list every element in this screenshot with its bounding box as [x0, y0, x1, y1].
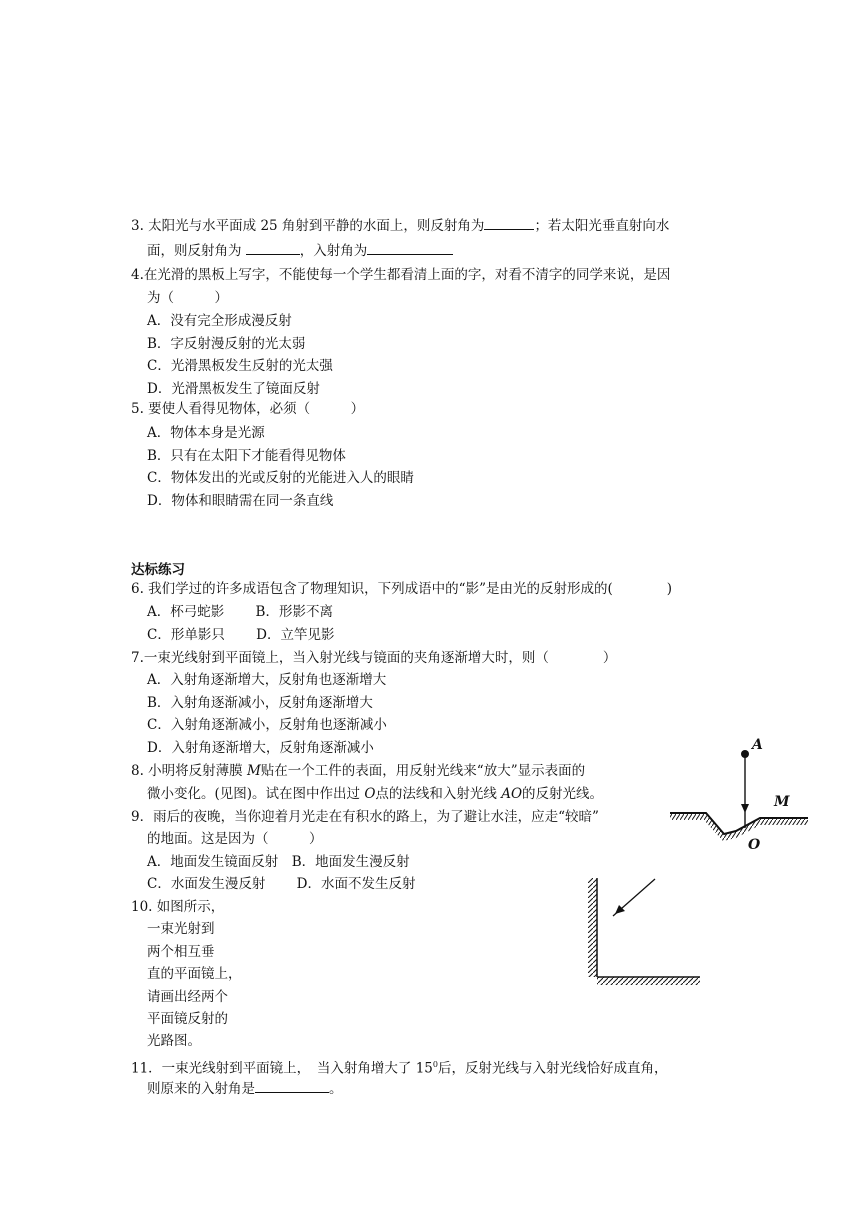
q8-line1	[131, 760, 585, 782]
q8-symbol-o: O	[364, 786, 376, 802]
q3-text-c: 面，则反射角为	[147, 243, 246, 259]
q4-option-b: B．字反射漫反射的光太弱	[147, 336, 306, 352]
q5-option-d: D．物体和眼睛需在同一条直线	[147, 493, 334, 509]
q11-text-d: 。	[329, 1081, 343, 1097]
q11-text-c: 则原来的入射角是	[147, 1081, 255, 1097]
q3-text-a: 3. 太阳光与水平面成 25 角射到平静的水面上，则反射角为	[131, 218, 485, 234]
q3-blank-1[interactable]	[484, 215, 534, 230]
q9-line1: 9．雨后的夜晚，当你迎着月光走在有积水的路上，为了避让水洼，应走“较暗”	[131, 809, 599, 825]
perpendicular-mirrors-figure	[583, 873, 708, 988]
q6-options-row1: A．杯弓蛇影 B．形影不离	[147, 604, 333, 620]
q5-option-a: A．物体本身是光源	[147, 425, 265, 441]
q3-text-b: ；若太阳光垂直射向水	[534, 218, 670, 234]
q8-text-c: 微小变化。(见图)。试在图中作出过	[147, 786, 365, 802]
q8-text-d: 点的法线和入射光线	[375, 786, 502, 802]
q4-option-c: C．光滑黑板发生反射的光太强	[147, 358, 333, 374]
q5-stem: 5. 要使人看得见物体，必须（ ）	[131, 401, 365, 417]
q10-line-4: 直的平面镜上，	[147, 966, 242, 982]
q6-stem: 6. 我们学过的许多成语包含了物理知识，下列成语中的“影”是由光的反射形成的( )	[131, 581, 673, 597]
q3-text-d: ，入射角为	[299, 243, 368, 259]
vertical-mirror-hatch	[588, 878, 597, 977]
q3-blank-3[interactable]	[367, 240, 453, 255]
q7-option-c: C．入射角逐渐减小，反射角也逐渐减小	[147, 717, 387, 733]
q9-options-row1: A．地面发生镜面反射 B．地面发生漫反射	[147, 854, 410, 870]
q10-line-3: 两个相互垂	[147, 944, 215, 960]
reflection-film-figure	[668, 730, 818, 855]
q10-line-5: 请画出经两个	[147, 989, 228, 1005]
q11-line1	[131, 1054, 668, 1080]
q11-degree-sup: 0	[432, 1060, 438, 1069]
horizontal-mirror-hatch	[597, 977, 700, 985]
q9-options-row2: C．水面发生漫反射 D．水面不发生反射	[147, 876, 416, 892]
q10-line-2: 一束光射到	[147, 921, 215, 937]
q6-options-row2: C．形单影只 D．立竿见影	[147, 627, 335, 643]
q11-text-b: 后，反射光线与入射光线恰好成直角，	[438, 1060, 668, 1077]
label-o: O	[748, 837, 761, 853]
q3-blank-2[interactable]	[246, 240, 300, 255]
q8-text-e: 的反射光线。	[522, 786, 604, 802]
q11-line2	[147, 1078, 343, 1100]
section-title: 达标练习	[131, 562, 185, 578]
q11-text-a: 11．一束光线射到平面镜上， 当入射角增大了 15	[131, 1060, 433, 1077]
q4-stem-line2: 为（ ）	[147, 290, 228, 306]
q8-text-a: 8. 小明将反射薄膜	[131, 763, 247, 779]
q10-line-6: 平面镜反射的	[147, 1011, 228, 1027]
label-m: M	[774, 794, 790, 810]
q4-option-d: D．光滑黑板发生了镜面反射	[147, 381, 320, 397]
q3-line1	[131, 215, 669, 237]
q4-stem-line1: 4.在光滑的黑板上写字，不能使每一个学生都看清上面的字，对看不清字的同学来说，是因	[131, 267, 671, 283]
q10-line-7: 光路图。	[147, 1033, 201, 1049]
label-a: A	[752, 737, 763, 753]
q5-option-c: C．物体发出的光或反射的光能进入人的眼睛	[147, 470, 414, 486]
q7-option-d: D．入射角逐渐增大，反射角逐渐减小	[147, 740, 374, 756]
q7-stem: 7.一束光线射到平面镜上，当入射光线与镜面的夹角逐渐增大时，则（ ）	[131, 650, 617, 666]
q5-option-b: B．只有在太阳下才能看得见物体	[147, 448, 346, 464]
q8-symbol-ao: AO	[501, 786, 523, 802]
q10-line-1: 10. 如图所示，	[131, 899, 225, 915]
q11-blank[interactable]	[255, 1078, 329, 1093]
q8-line2	[147, 783, 603, 805]
q7-option-a: A．入射角逐渐增大，反射角也逐渐增大	[147, 672, 387, 688]
q4-option-a: A．没有完全形成漫反射	[147, 313, 292, 329]
q8-text-b: 贴在一个工件的表面，用反射光线来“放大”显示表面的	[260, 763, 586, 779]
q9-line2: 的地面。这是因为（ ）	[147, 831, 323, 847]
q8-symbol-m: M	[246, 763, 261, 779]
q3-line2	[147, 240, 453, 262]
q7-option-b: B．入射角逐渐减小，反射角逐渐增大	[147, 695, 373, 711]
ray-arrow-icon	[741, 804, 749, 813]
